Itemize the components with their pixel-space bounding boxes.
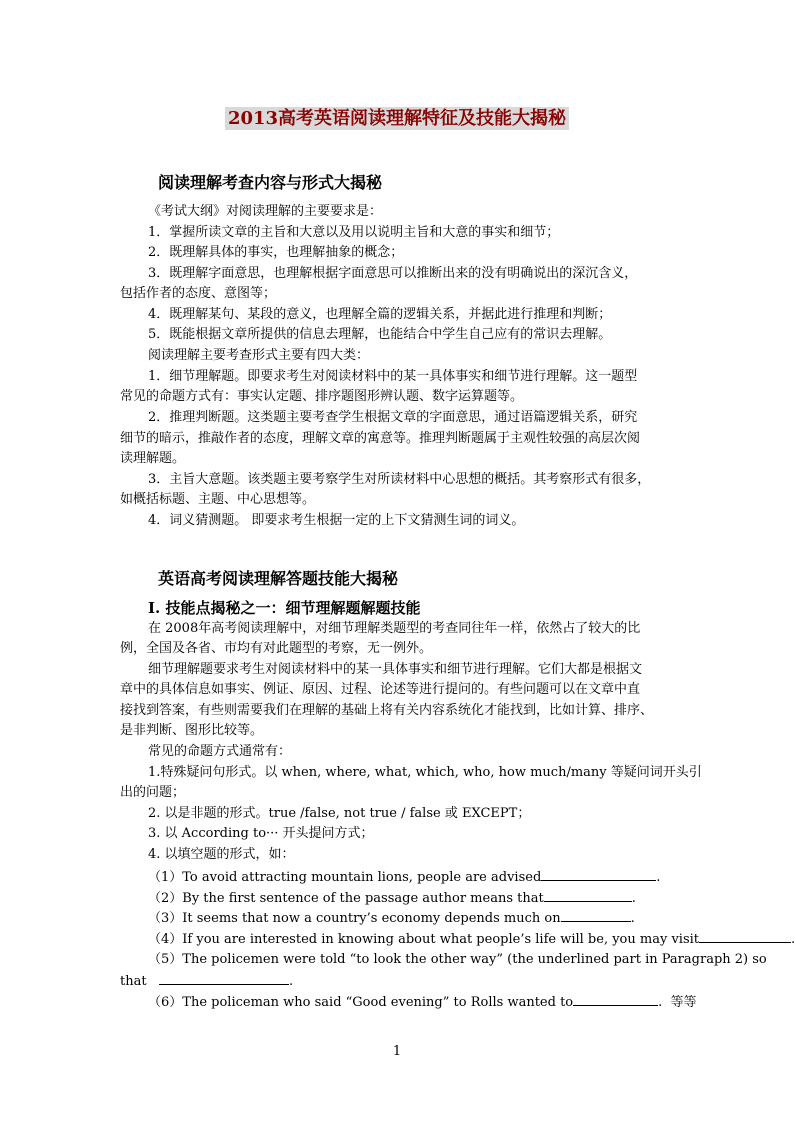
answer-blank bbox=[541, 868, 656, 881]
text-line: 2．既理解具体的事实，也理解抽象的概念； bbox=[148, 245, 404, 260]
text-line: 例，全国及各省、市均有对此题型的考察，无一例外。 bbox=[120, 641, 433, 656]
example-line bbox=[148, 951, 767, 969]
text-line: 5．既能根据文章所提供的信息去理解，也能结合中学生自己应有的常识去理解。 bbox=[148, 327, 612, 342]
text-line: 常见的命题方式有：事实认定题、排序题图形辨认题、数字运算题等。 bbox=[120, 389, 524, 404]
example-text: （1）To avoid attracting mountain lions, people are advised bbox=[148, 870, 542, 885]
text-line: 1.特殊疑问句形式。以 when, where, what, which, who, how much/many 等疑问词开头引 bbox=[148, 765, 702, 780]
text-line: 细节理解题要求考生对阅读材料中的某一具体事实和细节进行理解。它们大都是根据文 bbox=[148, 662, 643, 677]
answer-blank bbox=[561, 909, 631, 922]
page-number: 1 bbox=[392, 1044, 402, 1059]
title-text: 2013高考英语阅读理解特征及技能大揭秘 bbox=[225, 107, 569, 130]
text-line: 2. 以是非题的形式。true /false, not true / false 或 EXCEPT； bbox=[148, 806, 531, 821]
example-line: （2）By the first sentence of the passage author means that . bbox=[148, 891, 636, 906]
example-suffix: 等等 bbox=[670, 995, 697, 1010]
example-line: that . bbox=[120, 974, 294, 989]
text-line: 4．词义猜测题。 即要求考生根据一定的上下文猜测生词的词义。 bbox=[148, 513, 525, 528]
text-line: 章中的具体信息如事实、例证、原因、过程、论述等进行提问的。有些问题可以在文章中直 bbox=[120, 682, 641, 697]
text-line: 出的问题； bbox=[120, 785, 186, 800]
page-title bbox=[0, 104, 794, 130]
example-text: （3）It seems that now a country’s economy depends much on bbox=[148, 911, 561, 926]
example-text: that bbox=[120, 974, 147, 989]
text-line: 3．既理解字面意思，也理解根据字面意思可以推断出来的没有明确说出的深沉含义， bbox=[148, 266, 638, 281]
example-line: （4）If you are interested in knowing about what people’s life will be, you may visit . bbox=[148, 932, 795, 947]
text-line: 2．推理判断题。这类题主要考查学生根据文章的字面意思，通过语篇逻辑关系，研究 bbox=[148, 410, 638, 425]
example-line: （3）It seems that now a country’s economy depends much on . bbox=[148, 911, 635, 926]
text-line: 1．细节理解题。即要求考生对阅读材料中的某一具体事实和细节进行理解。这一题型 bbox=[148, 369, 638, 384]
answer-blank bbox=[544, 889, 632, 902]
answer-blank bbox=[699, 930, 791, 943]
text-line: 4. 以填空题的形式，如： bbox=[148, 847, 295, 862]
example-text: （6）The policeman who said “Good evening” to Rolls wanted to bbox=[148, 995, 574, 1010]
text-line: 常见的命题方式通常有： bbox=[148, 744, 292, 759]
text-line: 3．主旨大意题。该类题主要考察学生对所读材料中心思想的概括。其考察形式有很多， bbox=[148, 472, 651, 487]
text-line: 4．既理解某句、某段的意义，也理解全篇的逻辑关系，并据此进行推理和判断； bbox=[148, 307, 612, 322]
section1-heading: 阅读理解考查内容与形式大揭秘 bbox=[158, 173, 383, 192]
text-line: 读理解题。 bbox=[120, 451, 186, 466]
text-line: 1．掌握所读文章的主旨和大意以及用以说明主旨和大意的事实和细节； bbox=[148, 225, 560, 240]
section2-subheading: I. 技能点揭秘之一：细节理解题解题技能 bbox=[148, 599, 421, 617]
text-line: 阅读理解主要考查形式主要有四大类： bbox=[148, 348, 370, 363]
text-line: 接找到答案，有些则需要我们在理解的基础上将有关内容系统化才能找到，比如计算、排序、 bbox=[120, 703, 654, 718]
example-text: （4）If you are interested in knowing about what people’s life will be, you may visit bbox=[148, 932, 700, 947]
text-line: 《考试大纲》对阅读理解的主要要求是： bbox=[148, 204, 383, 219]
section2-heading: 英语高考阅读理解答题技能大揭秘 bbox=[158, 569, 399, 588]
text-line: 细节的暗示，推敲作者的态度，理解文章的寓意等。推理判断题属于主观性较强的高层次阅 bbox=[120, 431, 641, 446]
example-text: （2）By the first sentence of the passage author means that bbox=[148, 891, 544, 906]
text-line: 是非判断、图形比较等。 bbox=[120, 723, 264, 738]
text-line: 3. 以 According to··· 开头提问方式； bbox=[148, 826, 374, 841]
example-line: （1）To avoid attracting mountain lions, people are advised . bbox=[148, 870, 661, 885]
text-line: 如概括标题、主题、中心思想等。 bbox=[120, 492, 316, 507]
text-line: 在 2008年高考阅读理解中，对细节理解类题型的考查同往年一样，依然占了较大的比 bbox=[148, 621, 641, 636]
text-line: 包括作者的态度、意图等； bbox=[120, 286, 277, 301]
answer-blank bbox=[573, 993, 658, 1006]
answer-blank bbox=[159, 972, 289, 985]
example-line: （6）The policeman who said “Good evening” to Rolls wanted to . 等等 bbox=[148, 995, 697, 1010]
example-text: （5）The policemen were told “to look the other way” (the underlined part in Paragraph 2) so bbox=[148, 952, 767, 967]
